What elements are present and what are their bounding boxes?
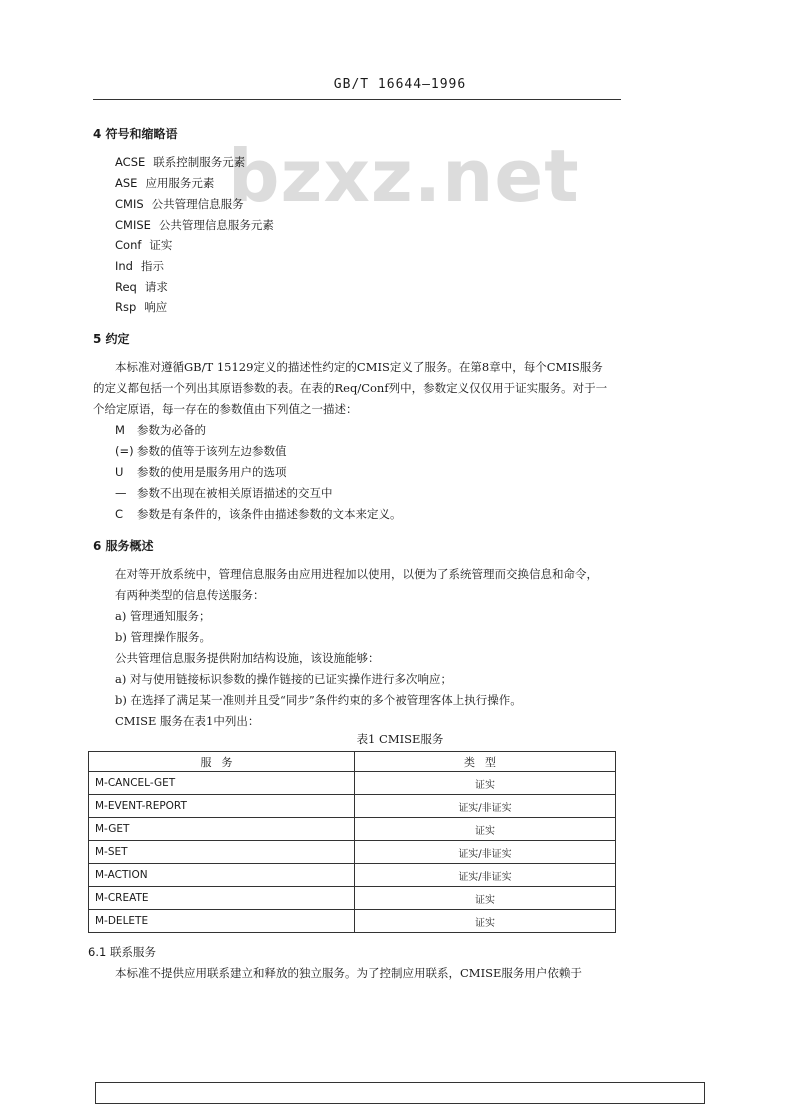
abbr-desc: 公共管理信息服务元素 bbox=[158, 218, 274, 232]
paragraph-line: b) 管理操作服务。 bbox=[115, 630, 212, 644]
paragraph-line: 本标准不提供应用联系建立和释放的独立服务。为了控制应用联系，CMISE服务用户依赖于 bbox=[115, 966, 582, 980]
convention-code: — bbox=[115, 486, 127, 500]
paragraph-line: 本标准对遵循GB/T 15129定义的描述性约定的CMIS定义了服务。在第8章中，每个CMIS服务 bbox=[115, 360, 603, 374]
convention-item bbox=[115, 464, 287, 480]
type-cell: 证实 bbox=[355, 910, 616, 933]
type-cell: 证实/非证实 bbox=[355, 795, 616, 818]
convention-desc: 参数为必备的 bbox=[137, 423, 206, 437]
type-cell: 证实/非证实 bbox=[355, 864, 616, 887]
convention-code: M bbox=[115, 423, 125, 437]
abbr-desc: 请求 bbox=[144, 280, 168, 294]
abbr-key: Req bbox=[115, 280, 137, 294]
table-row bbox=[89, 864, 616, 887]
convention-desc: 参数的使用是服务用户的选项 bbox=[137, 465, 287, 479]
abbr-item bbox=[115, 299, 167, 315]
convention-item bbox=[115, 485, 333, 501]
cmise-services-table bbox=[88, 751, 616, 933]
convention-item bbox=[115, 443, 287, 459]
abbr-item bbox=[115, 258, 164, 274]
section-4-title: 4 符号和缩略语 bbox=[93, 127, 178, 141]
abbr-item bbox=[115, 154, 245, 170]
type-cell: 证实 bbox=[355, 772, 616, 795]
convention-code: C bbox=[115, 507, 124, 521]
table-header-row bbox=[89, 752, 616, 772]
header-rule bbox=[93, 99, 621, 100]
type-cell: 证实 bbox=[355, 818, 616, 841]
table-row bbox=[89, 772, 616, 795]
table-row bbox=[89, 841, 616, 864]
abbr-key: Ind bbox=[115, 259, 133, 273]
convention-desc: 参数不出现在被相关原语描述的交互中 bbox=[137, 486, 333, 500]
table-row bbox=[89, 887, 616, 910]
abbr-item bbox=[115, 196, 244, 212]
abbr-key: CMISE bbox=[115, 218, 151, 232]
abbr-desc: 证实 bbox=[149, 238, 173, 252]
table-row bbox=[89, 818, 616, 841]
abbr-item bbox=[115, 237, 172, 253]
paragraph-line: a) 对与使用链接标识参数的操作链接的已证实操作进行多次响应； bbox=[115, 672, 452, 686]
service-cell: M-CANCEL-GET bbox=[89, 772, 355, 795]
abbr-desc: 公共管理信息服务 bbox=[151, 197, 244, 211]
page-header: GB/T 16644—1996 bbox=[333, 77, 467, 92]
abbr-item bbox=[115, 217, 274, 233]
abbr-key: Conf bbox=[115, 238, 142, 252]
convention-item bbox=[115, 422, 206, 438]
convention-code: U bbox=[115, 465, 124, 479]
paragraph-line: 公共管理信息服务提供附加结构设施，该设施能够： bbox=[115, 651, 380, 665]
abbr-key: ASE bbox=[115, 176, 138, 190]
service-cell: M-CREATE bbox=[89, 887, 355, 910]
column-header-service: 服务 bbox=[89, 752, 355, 772]
abbr-item bbox=[115, 279, 168, 295]
service-cell: M-EVENT-REPORT bbox=[89, 795, 355, 818]
paragraph-line: CMISE 服务在表1中列出： bbox=[115, 714, 260, 728]
section-5-title: 5 约定 bbox=[93, 332, 130, 346]
service-cell: M-DELETE bbox=[89, 910, 355, 933]
convention-code: (=) bbox=[115, 444, 134, 458]
abbr-desc: 响应 bbox=[144, 300, 168, 314]
convention-desc: 参数是有条件的，该条件由描述参数的文本来定义。 bbox=[137, 507, 402, 521]
paragraph-line: 在对等开放系统中，管理信息服务由应用进程加以使用，以便为了系统管理而交换信息和命令， bbox=[115, 567, 598, 581]
abbr-desc: 指示 bbox=[140, 259, 164, 273]
type-cell: 证实 bbox=[355, 887, 616, 910]
column-header-type: 类型 bbox=[355, 752, 616, 772]
abbr-key: ACSE bbox=[115, 155, 146, 169]
service-cell: M-ACTION bbox=[89, 864, 355, 887]
table-row bbox=[89, 795, 616, 818]
convention-item bbox=[115, 506, 402, 522]
paragraph-line: 有两种类型的信息传送服务： bbox=[115, 588, 265, 602]
paragraph-line: a) 管理通知服务； bbox=[115, 609, 211, 623]
watermark-text: bzxz.net bbox=[228, 134, 580, 218]
abbr-item bbox=[115, 175, 214, 191]
abbr-key: CMIS bbox=[115, 197, 144, 211]
section-6-title: 6 服务概述 bbox=[93, 539, 154, 553]
convention-desc: 参数的值等于该列左边参数值 bbox=[137, 444, 287, 458]
bottom-frame bbox=[95, 1082, 705, 1104]
abbr-desc: 联系控制服务元素 bbox=[153, 155, 246, 169]
table-caption: 表1 CMISE服务 bbox=[356, 732, 444, 746]
service-cell: M-SET bbox=[89, 841, 355, 864]
paragraph-line: b) 在选择了满足某一准则并且受“同步”条件约束的多个被管理客体上执行操作。 bbox=[115, 693, 522, 707]
paragraph-line: 的定义都包括一个列出其原语参数的表。在表的Req/Conf列中，参数定义仅仅用于证实服务。对于一 bbox=[93, 381, 608, 395]
paragraph-line: 个给定原语，每一存在的参数值由下列值之一描述： bbox=[93, 402, 358, 416]
section-6-1-title: 6.1 联系服务 bbox=[88, 945, 156, 959]
abbr-desc: 应用服务元素 bbox=[145, 176, 215, 190]
type-cell: 证实/非证实 bbox=[355, 841, 616, 864]
table-row bbox=[89, 910, 616, 933]
abbr-key: Rsp bbox=[115, 300, 137, 314]
service-cell: M-GET bbox=[89, 818, 355, 841]
